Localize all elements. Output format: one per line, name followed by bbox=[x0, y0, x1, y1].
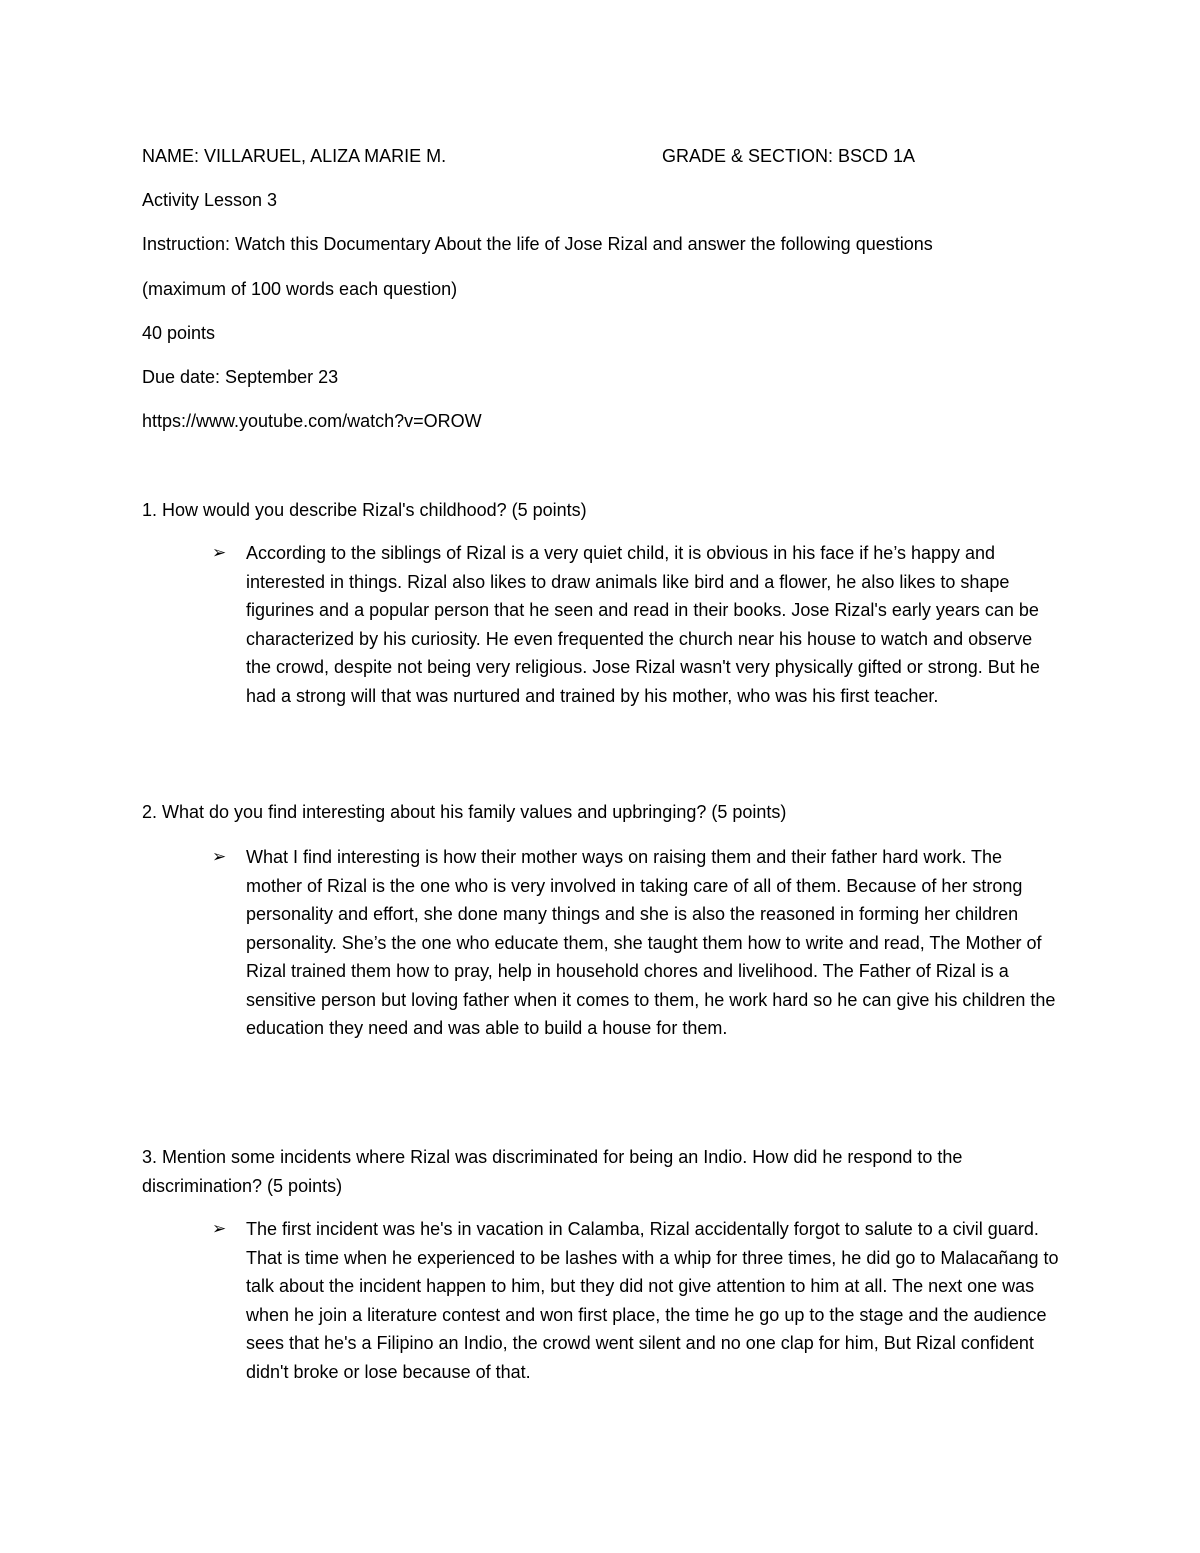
arrowhead-bullet-icon: ➢ bbox=[212, 1219, 227, 1238]
answer-3: The first incident was he's in vacation in Calamba, Rizal accidentally forgot to salute to a civil guard. That is time when he experienced to be lashes with a whip for three times, he did go to Malacañang to talk about the incident happen to him, but they did not give attention to him at all. The next one was when he join a literature contest and won first place, the time he go up to the stage and the audience sees that he's a Filipino an Indio, the crowd went silent and no one clap for him, But Rizal confident didn't broke or lose because of that. bbox=[246, 1219, 1059, 1382]
arrowhead-bullet-icon: ➢ bbox=[212, 847, 227, 866]
word-limit-text: (maximum of 100 words each question) bbox=[142, 279, 458, 299]
arrowhead-bullet-icon: ➢ bbox=[212, 543, 227, 562]
student-name: NAME: VILLARUEL, ALIZA MARIE M. bbox=[142, 146, 447, 166]
video-link[interactable]: https://www.youtube.com/watch?v=OROW bbox=[142, 411, 482, 431]
question-1: 1. How would you describe Rizal's childhood? (5 points) bbox=[142, 500, 587, 520]
answer-1: According to the siblings of Rizal is a very quiet child, it is obvious in his face if he’s happy and interested in things. Rizal also likes to draw animals like bird and a flower, he also likes to shape figurines and a popular person that he seen and read in their books. Jose Rizal's early years can be characterized by his curiosity. He even frequented the church near his house to watch and observe the crowd, despite not being very religious. Jose Rizal wasn't very physically gifted or strong. But he had a strong will that was nurtured and trained by his mother, who was his first teacher. bbox=[246, 543, 1040, 706]
question-3: 3. Mention some incidents where Rizal was discriminated for being an Indio. How did he respond to the discrimination? (5 points) bbox=[142, 1147, 963, 1196]
question-2: 2. What do you find interesting about his family values and upbringing? (5 points) bbox=[142, 802, 787, 822]
grade-section: GRADE & SECTION: BSCD 1A bbox=[662, 146, 916, 166]
answer-2: What I find interesting is how their mother ways on raising them and their father hard work. The mother of Rizal is the one who is very involved in taking care of all of them. Because of her strong personality and effort, she done many things and she is also the reasoned in forming her children personality. She’s the one who educate them, she taught them how to write and read, The Mother of Rizal trained them how to pray, help in household chores and livelihood. The Father of Rizal is a sensitive person but loving father when it comes to them, he work hard so he can give his children the education they need and was able to build a house for them. bbox=[246, 847, 1056, 1038]
activity-title: Activity Lesson 3 bbox=[142, 190, 278, 210]
instruction-text: Instruction: Watch this Documentary About the life of Jose Rizal and answer the following questions bbox=[142, 234, 933, 254]
points-text: 40 points bbox=[142, 323, 216, 343]
due-date-text: Due date: September 23 bbox=[142, 367, 339, 387]
